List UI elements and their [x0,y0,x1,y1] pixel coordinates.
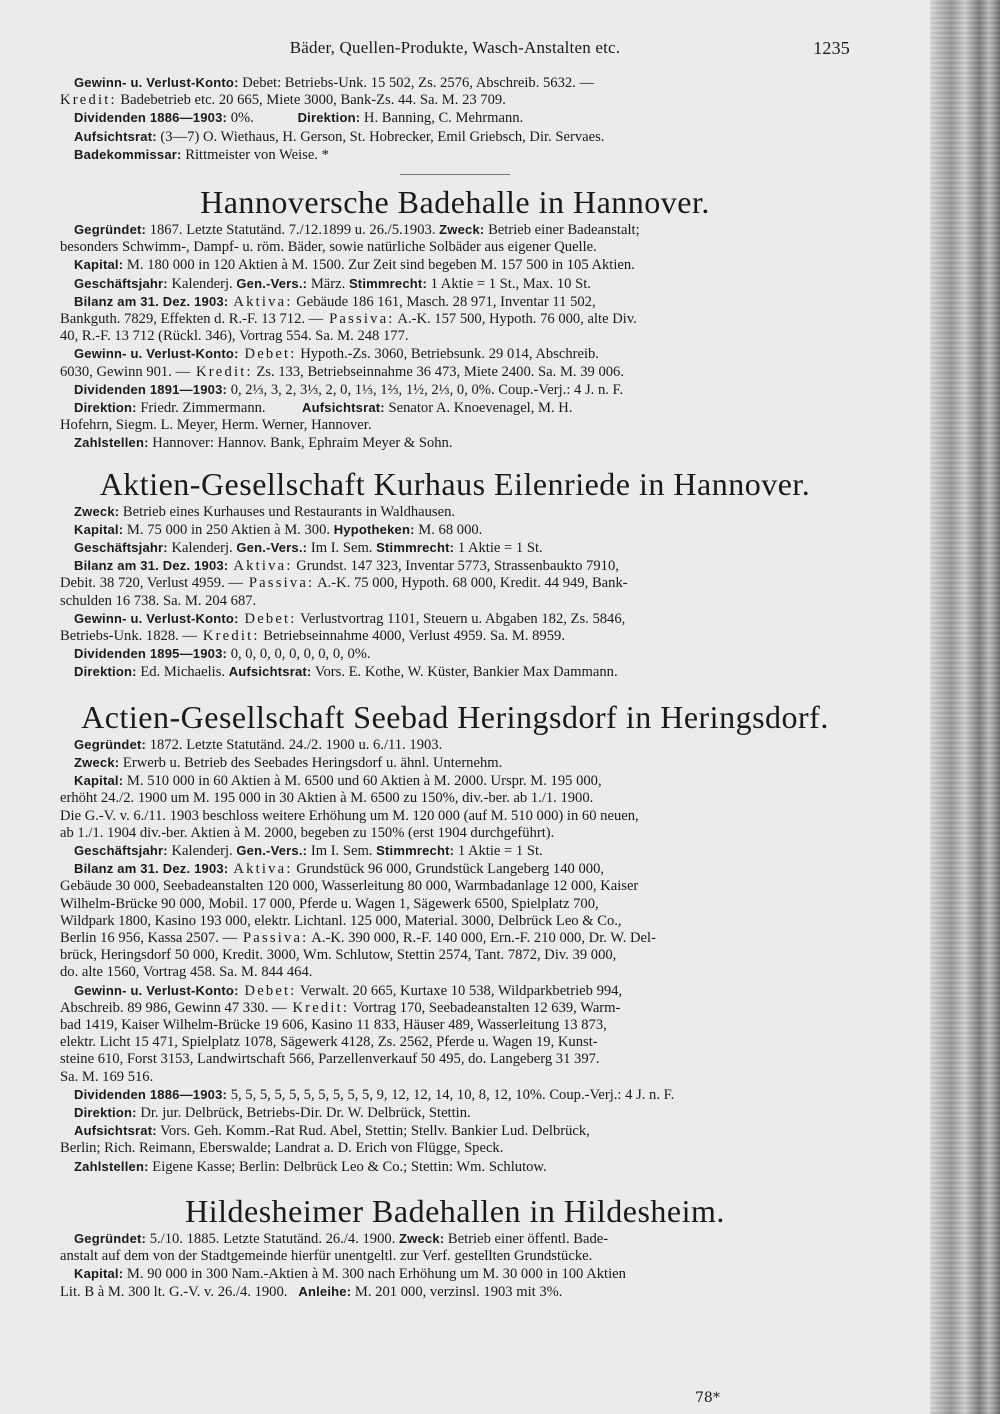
text-line: Direktion: Friedr. Zimmermann. Aufsichtsrat: Senator A. Knoevenagel, M. H. [74,400,573,417]
text-line: Die G.-V. v. 6./11. 1903 beschloss weitere Erhöhung um M. 120 000 (auf M. 510 000) in 60 neuen, [60,807,639,824]
text-line: elektr. Licht 15 471, Spielplatz 1078, Sägewerk 4128, Zs. 2562, Pferde u. Wagen 19, Kunst- [60,1034,598,1051]
text-line: Dividenden 1891—1903: 0, 2⅓, 3, 2, 3⅓, 2, 0, 1⅓, 1⅔, 1½, 2⅓, 0, 0%. Coup.-Verj.: 4 J. n. F. [74,381,624,398]
book-page-edges [930,0,1000,1414]
text-line: 40, R.-F. 13 712 (Rückl. 346), Vortrag 554. Sa. M. 248 177. [60,328,409,345]
text-line: ab 1./1. 1904 div.-ber. Aktien à M. 2000, begeben zu 150% (erst 1904 durchgeführt). [60,824,555,841]
text-line: Zahlstellen: Hannover: Hannov. Bank, Ephraim Meyer & Sohn. [74,435,453,452]
section-divider [400,174,510,175]
text-line: Aufsichtsrat: Vors. Geh. Komm.-Rat Rud. Abel, Stettin; Stellv. Bankier Lud. Delbrück, [74,1123,590,1140]
company-title: Actien-Gesellschaft Seebad Heringsdorf in Heringsdorf. [81,698,829,735]
text-line: Gewinn- u. Verlust-Konto: Debet: Verwalt. 20 665, Kurtaxe 10 538, Wildparkbetrieb 994, [74,982,623,999]
text-line: Direktion: Dr. jur. Delbrück, Betriebs-Dir. Dr. W. Delbrück, Stettin. [74,1104,471,1121]
signature-mark: 78* [695,1390,720,1406]
text-line: Kapital: M. 75 000 in 250 Aktien à M. 300. Hypotheken: M. 68 000. [74,521,483,538]
text-line: Bilanz am 31. Dez. 1903: Aktiva: Gebäude 186 161, Masch. 28 971, Inventar 11 502, [74,293,596,310]
text-line: Dividenden 1895—1903: 0, 0, 0, 0, 0, 0, 0, 0, 0%. [74,646,371,663]
text-line: Debit. 38 720, Verlust 4959. — Passiva: A.-K. 75 000, Hypoth. 68 000, Kredit. 44 949, Bank- [60,575,628,592]
text-line: Gegründet: 1867. Letzte Statutänd. 7./12.1899 u. 26./5.1903. Zweck: Betrieb einer Badeanstalt; [74,222,640,239]
text-line: Dividenden 1886—1903: 0%. Direktion: H. Banning, C. Mehrmann. [74,110,524,127]
entry-continued [60,74,850,164]
text-line: erhöht 24./2. 1900 um M. 195 000 in 30 Aktien à M. 6500 zu 150%, div.-ber. ab 1./1. 1900. [60,790,594,807]
text-line: Gegründet: 5./10. 1885. Letzte Statutänd. 26./4. 1900. Zweck: Betrieb einer öffentl. Bade- [74,1230,609,1247]
running-header [60,36,850,60]
text-line: Bankguth. 7829, Effekten d. R.-F. 13 712. — Passiva: A.-K. 157 500, Hypoth. 76 000, alte Div. [60,311,637,328]
text-line: Geschäftsjahr: Kalenderj. Gen.-Vers.: Im I. Sem. Stimmrecht: 1 Aktie = 1 St. [74,540,543,557]
text-line: Wildpark 1800, Kasino 193 000, elektr. Lichtanl. 125 000, Material. 3000, Delbrück Leo & Co., [60,912,622,929]
text-line: Hofehrn, Siegm. L. Meyer, Herm. Werner, Hannover. [60,417,372,434]
text-line: Geschäftsjahr: Kalenderj. Gen.-Vers.: März. Stimmrecht: 1 Aktie = 1 St., Max. 10 St. [74,275,591,292]
text-line: Bilanz am 31. Dez. 1903: Aktiva: Grundstück 96 000, Grundstück Langeberg 140 000, [74,861,605,878]
text-line: Zweck: Erwerb u. Betrieb des Seebades Heringsdorf u. ähnl. Unternehm. [74,754,503,771]
company-entry-kurhaus-eilenriede [60,465,850,682]
page-number: 1235 [813,38,850,58]
text-line: Badekommissar: Rittmeister von Weise. * [74,146,329,163]
company-entry-hildesheimer-badehallen [60,1192,850,1302]
text-line: Berlin; Rich. Reimann, Eberswalde; Landrat a. D. Erich von Flügge, Speck. [60,1140,504,1157]
text-line: Gewinn- u. Verlust-Konto: Debet: Betriebs-Unk. 15 502, Zs. 2576, Abschreib. 5632. — [74,75,595,91]
text-line: besonders Schwimm-, Dampf- u. röm. Bäder, sowie natürliche Solbäder aus eigener Quelle. [60,239,597,256]
text-line: Lit. B à M. 300 lt. G.-V. v. 26./4. 1900. Anleihe: M. 201 000, verzinsl. 1903 mit 3%. [60,1284,563,1301]
text-line: Gebäude 30 000, Seebadeanstalten 120 000, Wasserleitung 80 000, Warmbadanlage 12 000, Kaiser [60,878,639,895]
text-line: Dividenden 1886—1903: 5, 5, 5, 5, 5, 5, 5, 5, 5, 5, 9, 12, 12, 14, 10, 8, 12, 10%. Coup.-Verj.: 4 J. n. F. [74,1086,675,1103]
text-line: Zweck: Betrieb eines Kurhauses und Restaurants in Waldhausen. [74,503,456,520]
company-title: Hannoversche Badehalle in Hannover. [200,184,710,221]
text-line: Betriebs-Unk. 1828. — Kredit: Betriebseinnahme 4000, Verlust 4959. Sa. M. 8959. [60,628,565,645]
text-line: Gewinn- u. Verlust-Konto: Debet: Hypoth.-Zs. 3060, Betriebsunk. 29 014, Abschreib. [74,346,599,363]
company-entry-seebad-heringsdorf [60,698,850,1176]
company-title: Aktien-Gesellschaft Kurhaus Eilenriede in Hannover. [99,465,811,502]
text-line: bad 1419, Kaiser Wilhelm-Brücke 19 606, Kasino 11 833, Häuser 489, Wasserleitung 13 873, [60,1016,607,1033]
text-line: Sa. M. 169 516. [60,1068,154,1085]
text-line: Kapital: M. 90 000 in 300 Nam.-Aktien à M. 300 nach Erhöhung um M. 30 000 in 100 Aktien [74,1266,626,1283]
text-line: steine 610, Forst 3153, Landwirtschaft 566, Parzellenverkauf 50 495, do. Langeberg 31 397. [60,1051,600,1068]
text-line: anstalt auf dem von der Stadtgemeinde hierfür unentgeltl. zur Verf. gestellten Grundstücke. [60,1247,593,1264]
text-line: Aufsichtsrat: (3—7) O. Wiethaus, H. Gerson, St. Hobrecker, Emil Griebsch, Dir. Servaes. [74,128,605,145]
company-title: Hildesheimer Badehallen in Hildesheim. [185,1192,725,1229]
text-line: Gewinn- u. Verlust-Konto: Debet: Verlustvortrag 1101, Steuern u. Abgaben 182, Zs. 5846, [74,610,626,627]
text-line: Wilhelm-Brücke 90 000, Mobil. 17 000, Pferde u. Wagen 1, Sägewerk 6500, Spielplatz 700, [60,895,599,912]
text-line: Berlin 16 956, Kassa 2507. — Passiva: A.-K. 390 000, R.-F. 140 000, Ern.-F. 210 000, Dr. W. Del- [60,929,656,946]
text-line: do. alte 1560, Vortrag 458. Sa. M. 844 464. [60,964,313,981]
page-content [60,36,850,1302]
text-line: Gegründet: 1872. Letzte Statutänd. 24./2. 1900 u. 6./11. 1903. [74,736,443,753]
company-entry-hannoversche-badehalle [60,183,850,453]
text-line: Zahlstellen: Eigene Kasse; Berlin: Delbrück Leo & Co.; Stettin: Wm. Schlutow. [74,1158,547,1175]
text-line: Abschreib. 89 986, Gewinn 47 330. — Kredit: Vortrag 170, Seebadeanstalten 12 639, Warm- [60,999,621,1016]
text-line: brück, Heringsdorf 50 000, Kredit. 3000, Wm. Schlutow, Stettin 2574, Tant. 7872, Div. 39 000, [60,947,617,964]
text-line: Kapital: M. 180 000 in 120 Aktien à M. 1500. Zur Zeit sind begeben M. 157 500 in 105 Aktien. [74,257,635,274]
running-title: Bäder, Quellen-Produkte, Wasch-Anstalten etc. [289,38,621,57]
text-line: Kredit: Badebetrieb etc. 20 665, Miete 3000, Bank-Zs. 44. Sa. M. 23 709. [60,92,506,109]
text-line: schulden 16 738. Sa. M. 204 687. [60,592,257,609]
text-line: Geschäftsjahr: Kalenderj. Gen.-Vers.: Im I. Sem. Stimmrecht: 1 Aktie = 1 St. [74,842,543,859]
text-line: Direktion: Ed. Michaelis. Aufsichtsrat: Vors. E. Kothe, W. Küster, Bankier Max Dammann. [74,664,618,681]
text-line: Bilanz am 31. Dez. 1903: Aktiva: Grundst. 147 323, Inventar 5773, Strassenbaukto 7910, [74,558,619,575]
text-line: Kapital: M. 510 000 in 60 Aktien à M. 6500 und 60 Aktien à M. 2000. Urspr. M. 195 000, [74,773,602,790]
text-line: 6030, Gewinn 901. — Kredit: Zs. 133, Betriebseinnahme 36 473, Miete 2400. Sa. M. 39 006. [60,363,625,380]
